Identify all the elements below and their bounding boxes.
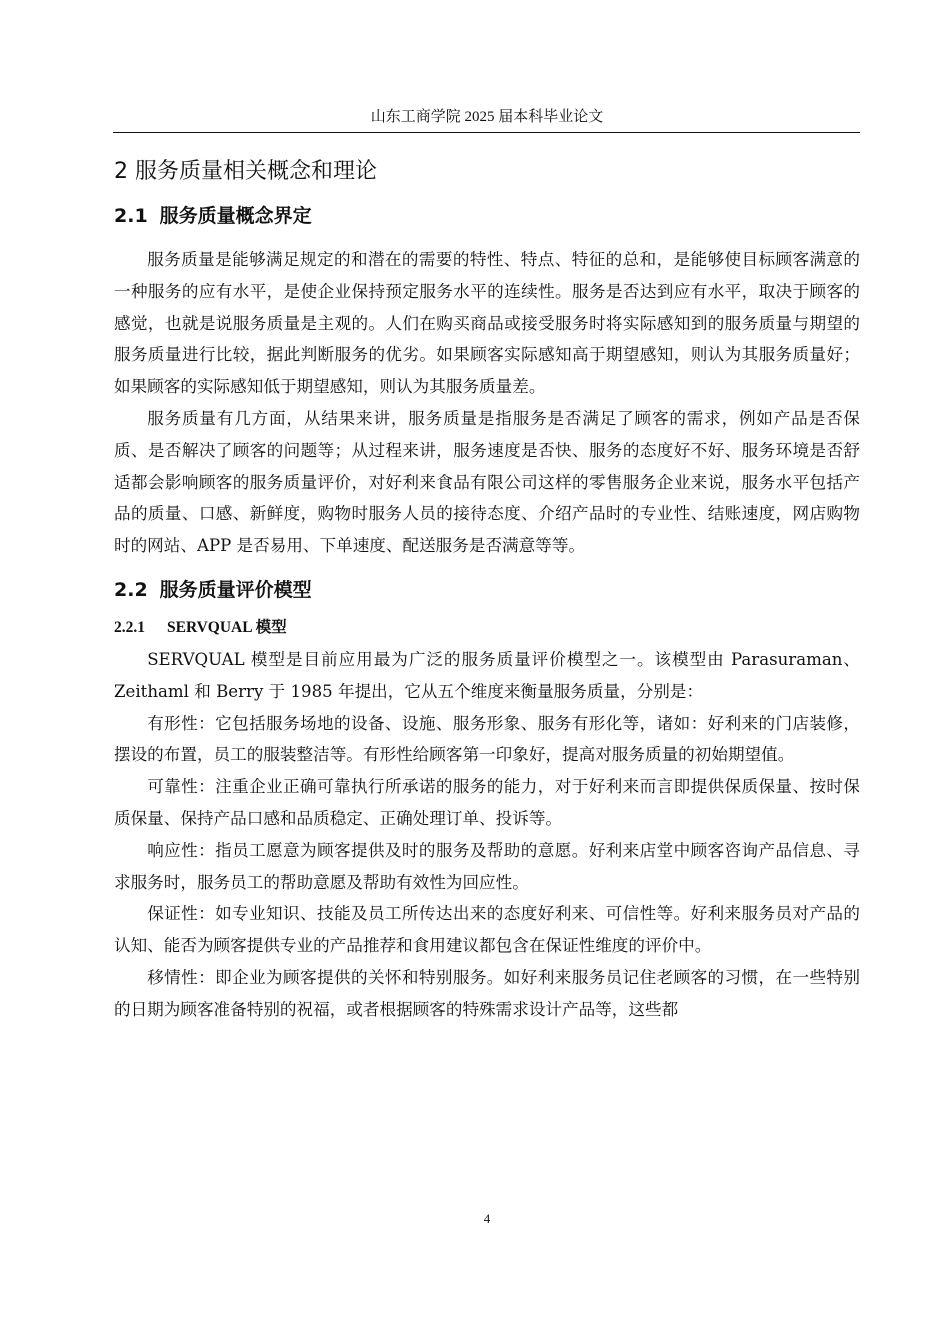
main-content: [114, 150, 860, 1026]
paragraph-reliability: 可靠性：注重企业正确可靠执行所承诺的服务的能力，对于好利来而言即提供保质保量、按时保质保量、保持产品口感和品质稳定、正确处理订单、投诉等。: [114, 777, 860, 828]
page-number: 4: [483, 1211, 491, 1226]
section-number: 2.2: [114, 578, 148, 601]
subsection-number: 2.2.1: [114, 618, 145, 636]
section-heading-2-2: [114, 568, 860, 612]
running-header: 山东工商学院 2025 届本科毕业论文: [370, 109, 604, 125]
paragraph: SERVQUAL 模型是目前应用最为广泛的服务质量评价模型之一。该模型由 Parasuraman、Zeithaml 和 Berry 于 1985 年提出，它从五个维度来衡量服务质量，分别是：: [114, 649, 860, 701]
chapter-title: 2 服务质量相关概念和理论: [114, 159, 377, 184]
header-rule: [113, 132, 860, 133]
section-title: 服务质量评价模型: [159, 578, 312, 601]
paragraph-responsiveness: 响应性：指员工愿意为顾客提供及时的服务及帮助的意愿。好利来店堂中顾客咨询产品信息、寻求服务时，服务员工的帮助意愿及帮助有效性为回应性。: [114, 840, 860, 892]
subsection-heading-2-2-1: [114, 612, 860, 644]
section-number: 2.1: [114, 205, 148, 227]
subsection-title: SERVQUAL 模型: [167, 618, 287, 636]
section-title: 服务质量概念界定: [159, 205, 312, 227]
paragraph-tangibility: 有形性：它包括服务场地的设备、设施、服务形象、服务有形化等，诸如：好利来的门店装修，摆设的布置，员工的服装整洁等。有形性给顾客第一印象好，提高对服务质量的初始期望值。: [114, 713, 860, 765]
paragraph-assurance: 保证性：如专业知识、技能及员工所传达出来的态度好利来、可信性等。好利来服务员对产品的认知、能否为顾客提供专业的产品推荐和食用建议都包含在保证性维度的评价中。: [114, 904, 860, 956]
paragraph-empathy: 移情性：即企业为顾客提供的关怀和特别服务。如好利来服务员记住老顾客的习惯，在一些特别的日期为顾客准备特别的祝福，或者根据顾客的特殊需求设计产品等，这些都: [114, 967, 860, 1019]
paragraph: 服务质量有几方面，从结果来讲，服务质量是指服务是否满足了顾客的需求，例如产品是否保质、是否解决了顾客的问题等；从过程来讲，服务速度是否快、服务的态度好不好、服务环境是否舒适都会影响顾客的服务质量评价，对好利来食品有限公司这样的零售服务企业来说，服务水平包括产品的质量、口感、新鲜度，购物时服务人员的接待态度、介绍产品时的专业性、结账速度，网店购物时的网站、APP 是否易用、下单速度、配送服务是否满意等等。: [114, 408, 860, 556]
paragraph: 服务质量是能够满足规定的和潜在的需要的特性、特点、特征的总和，是能够使目标顾客满意的一种服务的应有水平，是使企业保持预定服务水平的连续性。服务是否达到应有水平，取决于顾客的感觉，也就是说服务质量是主观的。人们在购买商品或接受服务时将实际感知到的服务质量与期望的服务质量进行比较，据此判断服务的优劣。如果顾客实际感知高于期望感知，则认为其服务质量好；如果顾客的实际感知低于期望感知，则认为其服务质量差。: [114, 250, 860, 397]
section-heading-2-1: [114, 194, 860, 238]
